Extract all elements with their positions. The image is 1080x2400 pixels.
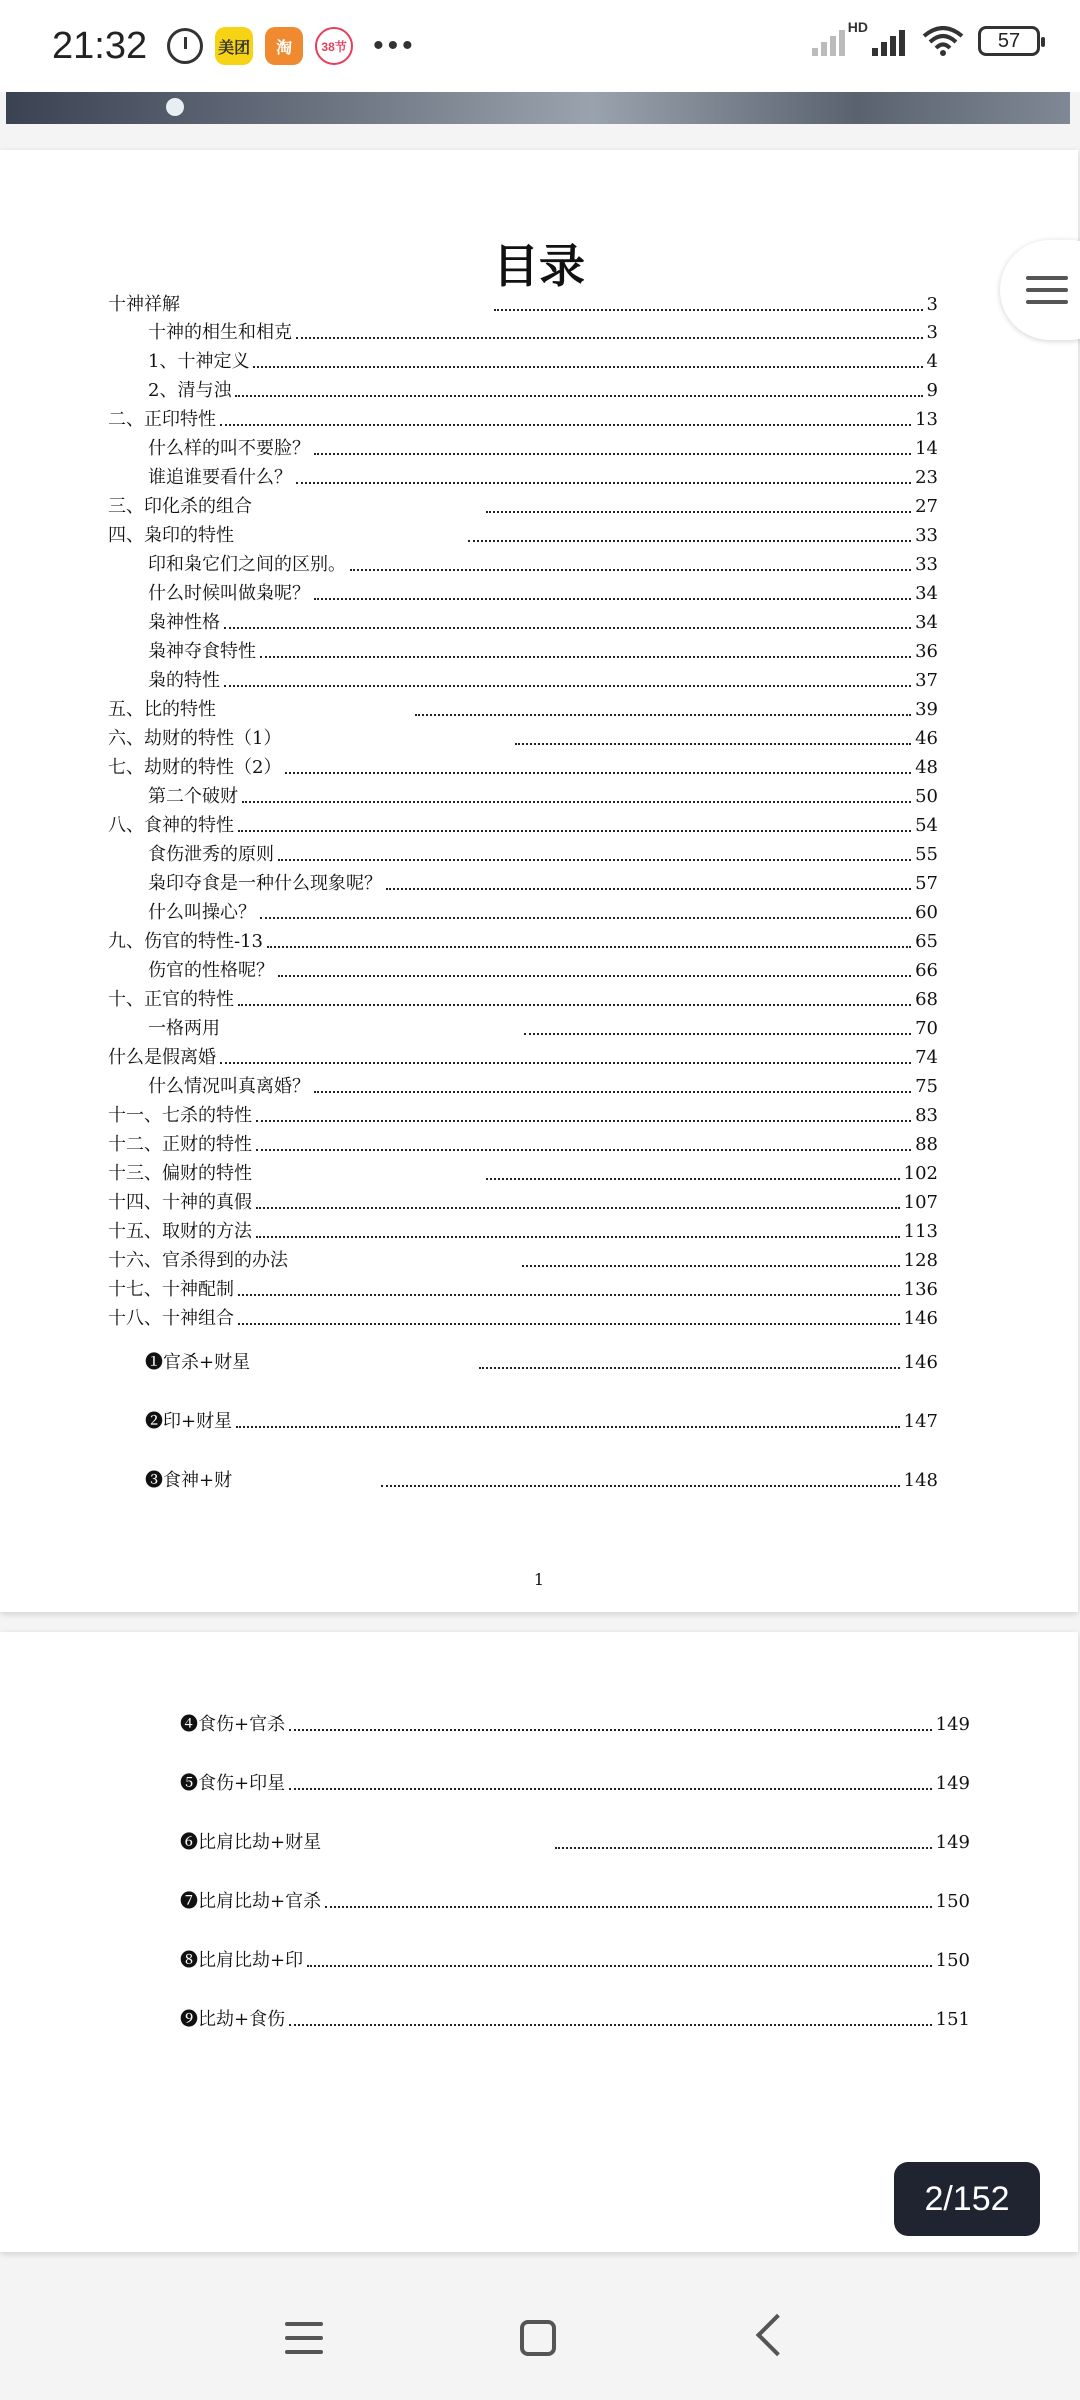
toc-leader-dots [325,1906,932,1908]
toc-entry-page: 146 [903,1352,938,1373]
toc-entry-page: 4 [926,351,938,372]
toc-entry-label: 十神祥解 [108,294,180,315]
toc-entry-page: 146 [903,1308,938,1329]
toc-entry-page: 75 [915,1076,938,1097]
toc-entry-label: 十、正官的特性 [108,989,234,1010]
toc-entry-label: 谁追谁要看什么？ [148,467,292,488]
page-footer-number: 1 [533,1570,545,1589]
toc-entry-page: 150 [935,1950,970,1971]
toc-entry-label: ❼比肩比劫+官杀 [180,1891,322,1912]
toc-entry-page: 65 [915,931,938,952]
toc-entry[interactable] [108,407,938,431]
toc-entry-page: 55 [915,844,938,865]
toc-entry[interactable] [108,292,938,316]
toc-leader-dots [238,1294,900,1296]
toc-entry[interactable] [108,1161,938,1185]
toc-leader-dots [278,859,911,861]
toc-entry-page: 60 [915,902,938,923]
toc-entry-page: 36 [915,641,938,662]
toc-entry[interactable] [108,1132,938,1156]
toc-entry[interactable] [108,494,938,518]
toc-entry[interactable] [108,726,938,750]
toc-entry-page: 33 [915,554,938,575]
toc-entry-page: 14 [915,438,938,459]
toc-leader-dots [494,309,923,311]
toc-entry-page: 9 [926,380,938,401]
toc-entry-label: 十八、十神组合 [108,1308,234,1329]
toc-entry[interactable] [108,1103,938,1127]
toc-entry-label: 一格两用 [148,1018,220,1039]
toc-entry-label: ❽比肩比劫+印 [180,1950,304,1971]
hd-indicator: HD [847,19,868,35]
toc-leader-dots [515,743,911,745]
toc-leader-dots [242,801,911,803]
toc-entry-label: 枭神性格 [148,612,220,633]
toc-entry-label: ❻比肩比劫+财星 [180,1832,322,1853]
toc-entry[interactable] [148,639,938,663]
alarm-icon [167,28,203,64]
toc-entry-label: ❾比劫+食伤 [180,2009,286,2030]
toc-entry-label: 十四、十神的真假 [108,1192,252,1213]
back-icon[interactable] [756,2314,798,2356]
toc-entry-label: 三、印化杀的组合 [108,496,252,517]
toc-entry-label: 什么样的叫不要脸？ [148,438,310,459]
toc-leader-dots [307,1965,932,1967]
toc-entry[interactable] [148,668,938,692]
toc-entry[interactable] [148,1016,938,1040]
toc-leader-dots [296,482,911,484]
toc-entry-page: 102 [903,1163,938,1184]
toc-leader-dots [260,656,911,658]
toc-entry-label: 十五、取财的方法 [108,1221,252,1242]
toc-leader-dots [256,1207,900,1209]
toc-leader-dots [555,1847,932,1849]
more-notifications-icon: ••• [373,29,417,62]
toc-entry[interactable] [145,1350,938,1374]
toc-leader-dots [235,395,922,397]
toc-entry[interactable] [148,958,938,982]
previous-page-image [6,92,1070,124]
toc-entry[interactable] [148,842,938,866]
toc-entry-label: 什么是假离婚 [108,1047,216,1068]
toc-entry[interactable] [108,697,938,721]
page-title: 目录 [493,239,585,293]
toc-leader-dots [289,2024,932,2026]
toc-leader-dots [253,366,922,368]
toc-entry-label: 十神的相生和相克 [148,322,292,343]
toc-entry[interactable] [148,436,938,460]
toc-entry-label: 食伤泄秀的原则 [148,844,274,865]
menu-line-icon [1026,276,1068,280]
toc-entry[interactable] [108,813,938,837]
toc-entry-page: 113 [903,1221,938,1242]
toc-entry[interactable] [108,523,938,547]
toc-leader-dots [224,627,911,629]
toc-entry[interactable] [148,581,938,605]
toc-entry-page: 83 [915,1105,938,1126]
toc-leader-dots [220,424,911,426]
toc-leader-dots [381,1485,900,1487]
taobao-app-icon: 淘 [265,27,303,65]
toc-entry[interactable] [148,349,938,373]
toc-entry-page: 13 [915,409,938,430]
toc-entry-page: 3 [926,294,938,315]
toc-entry-label: 十一、七杀的特性 [108,1105,252,1126]
toc-entry[interactable] [148,552,938,576]
toc-entry-label: 1、十神定义 [148,351,250,372]
toc-entry-label: 第二个破财 [148,786,238,807]
toc-entry-page: 74 [915,1047,938,1068]
toc-entry-label: 什么叫操心？ [148,902,256,923]
toc-entry-label: 枭印夺食是一种什么现象呢？ [148,873,382,894]
toc-entry-page: 149 [935,1832,970,1853]
toc-entry-page: 3 [926,322,938,343]
toc-entry-page: 70 [915,1018,938,1039]
signal-sim1-icon [812,26,848,56]
toc-entry-label: ❷印+财星 [145,1411,233,1432]
toc-entry-label: 十六、官杀得到的办法 [108,1250,288,1271]
toc-entry[interactable] [148,900,938,924]
toc-leader-dots [350,569,911,571]
toc-entry-page: 27 [915,496,938,517]
toc-entry[interactable] [148,378,938,402]
battery-icon: 57 [978,26,1040,56]
toc-entry-page: 136 [903,1279,938,1300]
toc-entry-label: 十二、正财的特性 [108,1134,252,1155]
toc-leader-dots [285,772,911,774]
toc-entry-label: 五、比的特性 [108,699,216,720]
toc-entry-label: 二、正印特性 [108,409,216,430]
toc-entry[interactable] [148,784,938,808]
document-page-1[interactable] [0,150,1078,1612]
toc-entry-page: 150 [935,1891,970,1912]
toc-leader-dots [314,453,911,455]
clock: 21:32 [52,24,148,67]
home-icon[interactable] [520,2320,556,2356]
toc-entry-page: 54 [915,815,938,836]
toc-entry-page: 147 [903,1411,938,1432]
toc-leader-dots [486,1178,900,1180]
toc-entry-page: 88 [915,1134,938,1155]
toc-entry[interactable] [180,1889,970,1913]
toc-entry-page: 66 [915,960,938,981]
navigation-bar [0,2280,1080,2400]
toc-leader-dots [238,830,911,832]
toc-entry-label: ❹食伤+官杀 [180,1714,286,1735]
menu-line-icon [1026,288,1068,292]
toc-leader-dots [256,1236,900,1238]
toc-entry[interactable] [148,465,938,489]
toc-entry[interactable] [145,1468,938,1492]
toc-entry-label: 六、劫财的特性（1） [108,728,282,749]
recent-apps-icon[interactable] [285,2322,323,2356]
toc-entry-page: 23 [915,467,938,488]
toc-leader-dots [256,1149,911,1151]
toc-entry[interactable] [108,755,938,779]
toc-entry[interactable] [145,1409,938,1433]
toc-entry[interactable] [180,1771,970,1795]
toc-leader-dots [256,1120,911,1122]
toc-entry[interactable] [108,1219,938,1243]
menu-line-icon [1026,300,1068,304]
wifi-icon [922,26,964,56]
toc-leader-dots [314,1091,911,1093]
toc-entry-label: 枭神夺食特性 [148,641,256,662]
toc-entry-label: 印和枭它们之间的区别。 [148,554,346,575]
toc-leader-dots [238,1004,911,1006]
toc-entry-label: 九、伤官的特性-13 [108,931,263,952]
toc-leader-dots [220,1062,911,1064]
toc-entry-page: 149 [935,1714,970,1735]
toc-leader-dots [236,1426,900,1428]
toc-entry-page: 46 [915,728,938,749]
toc-entry[interactable] [108,929,938,953]
toc-entry-label: ❶官杀+财星 [145,1352,251,1373]
promo-app-icon: 38节 [315,27,353,65]
toc-entry-label: 什么情况叫真离婚？ [148,1076,310,1097]
toc-leader-dots [260,917,911,919]
toc-leader-dots [468,540,911,542]
toc-entry-label: 十三、偏财的特性 [108,1163,252,1184]
toc-entry-page: 57 [915,873,938,894]
toc-entry[interactable] [108,987,938,1011]
toc-entry-page: 50 [915,786,938,807]
toc-leader-dots [524,1033,911,1035]
toc-entry-page: 33 [915,525,938,546]
toc-leader-dots [278,975,911,977]
toc-leader-dots [314,598,911,600]
document-page-2[interactable] [0,1632,1078,2252]
toc-entry-page: 48 [915,757,938,778]
toc-entry[interactable] [148,610,938,634]
toc-entry-label: 七、劫财的特性（2） [108,757,282,778]
toc-entry-label: 四、枭印的特性 [108,525,234,546]
page-counter: 2/152 [894,2162,1040,2236]
toc-entry[interactable] [148,1074,938,1098]
toc-entry-page: 34 [915,583,938,604]
toc-entry-page: 151 [935,2009,970,2030]
toc-entry-page: 148 [903,1470,938,1491]
toc-entry-label: 2、清与浊 [148,380,232,401]
toc-entry-label: 枭的特性 [148,670,220,691]
toc-leader-dots [522,1265,900,1267]
toc-entry[interactable] [108,1277,938,1301]
toc-entry[interactable] [180,2007,970,2031]
status-bar [0,0,1080,92]
toc-entry-label: 伤官的性格呢？ [148,960,274,981]
toc-entry-page: 39 [915,699,938,720]
toc-entry[interactable] [148,320,938,344]
toc-entry-page: 34 [915,612,938,633]
toc-leader-dots [289,1788,932,1790]
toc-entry-label: 什么时候叫做枭呢？ [148,583,310,604]
meituan-app-icon: 美团 [215,27,253,65]
signal-sim2-icon [872,26,908,56]
toc-leader-dots [296,337,923,339]
toc-entry[interactable] [108,1306,938,1330]
toc-entry-page: 128 [903,1250,938,1271]
toc-leader-dots [267,946,911,948]
toc-entry[interactable] [180,1830,970,1854]
toc-entry-page: 68 [915,989,938,1010]
toc-entry-page: 37 [915,670,938,691]
toc-entry[interactable] [108,1045,938,1069]
toc-entry[interactable] [148,871,938,895]
toc-entry[interactable] [180,1948,970,1972]
toc-leader-dots [224,685,911,687]
toc-leader-dots [289,1729,932,1731]
toc-leader-dots [238,1323,900,1325]
toc-entry-page: 107 [903,1192,938,1213]
toc-entry[interactable] [180,1712,970,1736]
toc-leader-dots [486,511,911,513]
toc-leader-dots [386,888,911,890]
toc-entry-page: 149 [935,1773,970,1794]
toc-entry-label: ❺食伤+印星 [180,1773,286,1794]
toc-entry-label: 八、食神的特性 [108,815,234,836]
toc-entry-label: 十七、十神配制 [108,1279,234,1300]
toc-entry[interactable] [108,1190,938,1214]
toc-leader-dots [415,714,911,716]
toc-entry-label: ❸食神+财 [145,1470,233,1491]
toc-entry[interactable] [108,1248,938,1272]
toc-leader-dots [479,1367,900,1369]
